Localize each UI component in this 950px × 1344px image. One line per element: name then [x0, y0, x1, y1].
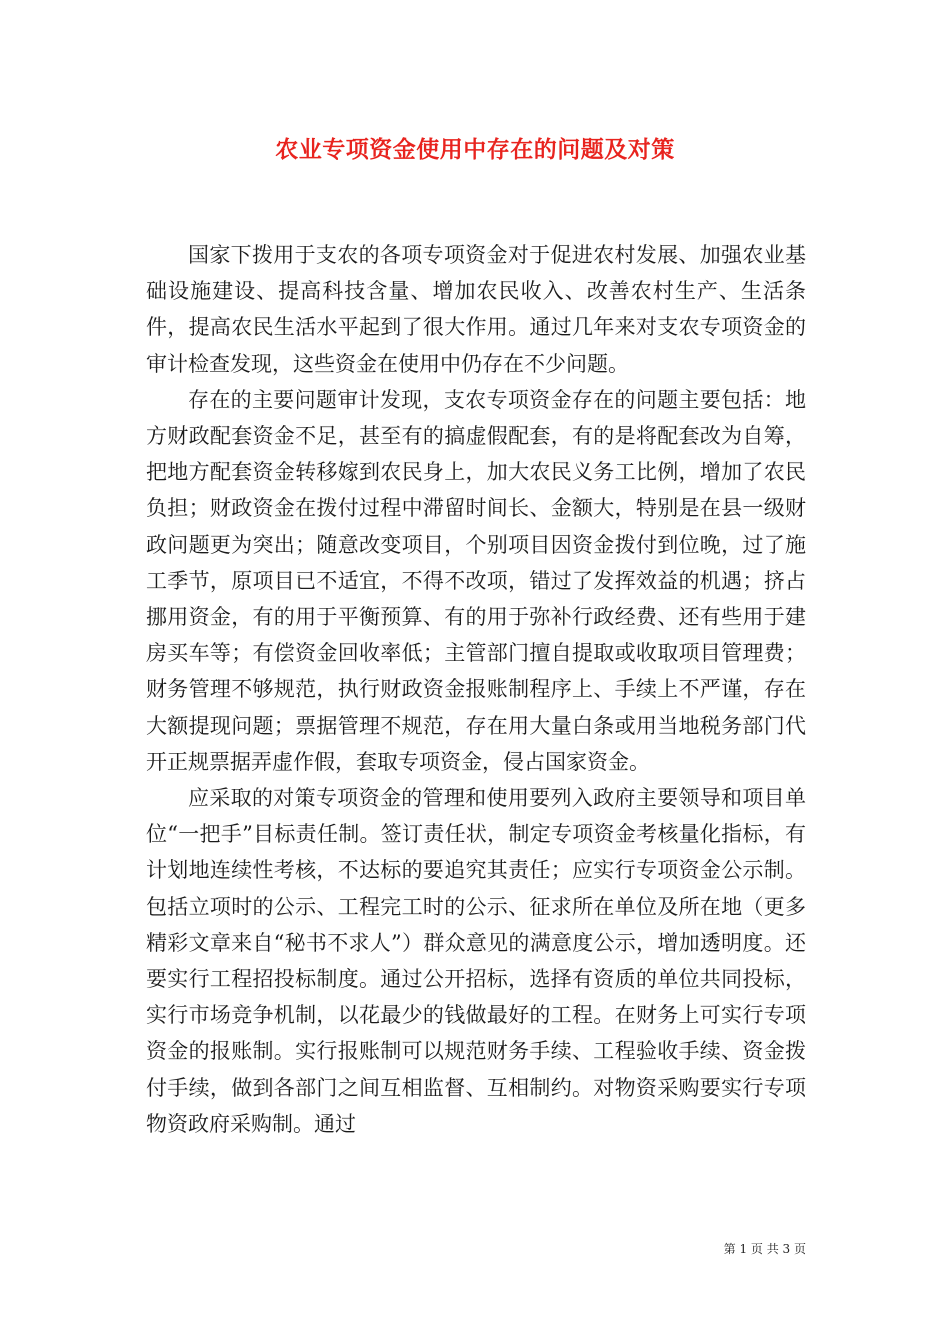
document-body	[146, 237, 806, 1142]
paragraph-countermeasures: 应采取的对策专项资金的管理和使用要列入政府主要领导和项目单位“一把手”目标责任制。签订责任状，制定专项资金考核量化指标，有计划地连续性考核，不达标的要追究其责任；应实行专项资金公示制。包括立项时的公示、工程完工时的公示、征求所在单位及所在地（更多精彩文章来自“秘书不求人”）群众意见的满意度公示，增加透明度。还要实行工程招投标制度。通过公开招标，选择有资质的单位共同投标，实行市场竞争机制，以花最少的钱做最好的工程。在财务上可实行专项资金的报账制。实行报账制可以规范财务手续、工程验收手续、资金拨付手续，做到各部门之间互相监督、互相制约。对物资采购要实行专项物资政府采购制。通过	[146, 786, 806, 1136]
page-number-footer: 第 1 页 共 3 页	[723, 1242, 806, 1256]
paragraph-problems: 存在的主要问题审计发现，支农专项资金存在的问题主要包括：地方财政配套资金不足，甚至有的搞虚假配套，有的是将配套改为自筹，把地方配套资金转移嫁到农民身上，加大农民义务工比例，增加了农民负担；财政资金在拨付过程中滞留时间长、金额大，特别是在县一级财政问题更为突出；随意改变项目，个别项目因资金拨付到位晚，过了施工季节，原项目已不适宜，不得不改项，错过了发挥效益的机遇；挤占挪用资金，有的用于平衡预算、有的用于弥补行政经费、还有些用于建房买车等；有偿资金回收率低；主管部门擅自提取或收取项目管理费；财务管理不够规范，执行财政资金报账制程序上、手续上不严谨，存在大额提现问题；票据管理不规范，存在用大量白条或用当地税务部门代开正规票据弄虚作假，套取专项资金，侵占国家资金。	[146, 387, 806, 774]
paragraph-intro: 国家下拨用于支农的各项专项资金对于促进农村发展、加强农业基础设施建设、提高科技含量、增加农民收入、改善农村生产、生活条件，提高农民生活水平起到了很大作用。通过几年来对支农专项资金的审计检查发现，这些资金在使用中仍存在不少问题。	[146, 243, 806, 376]
document-title: 农业专项资金使用中存在的问题及对策	[275, 136, 675, 163]
